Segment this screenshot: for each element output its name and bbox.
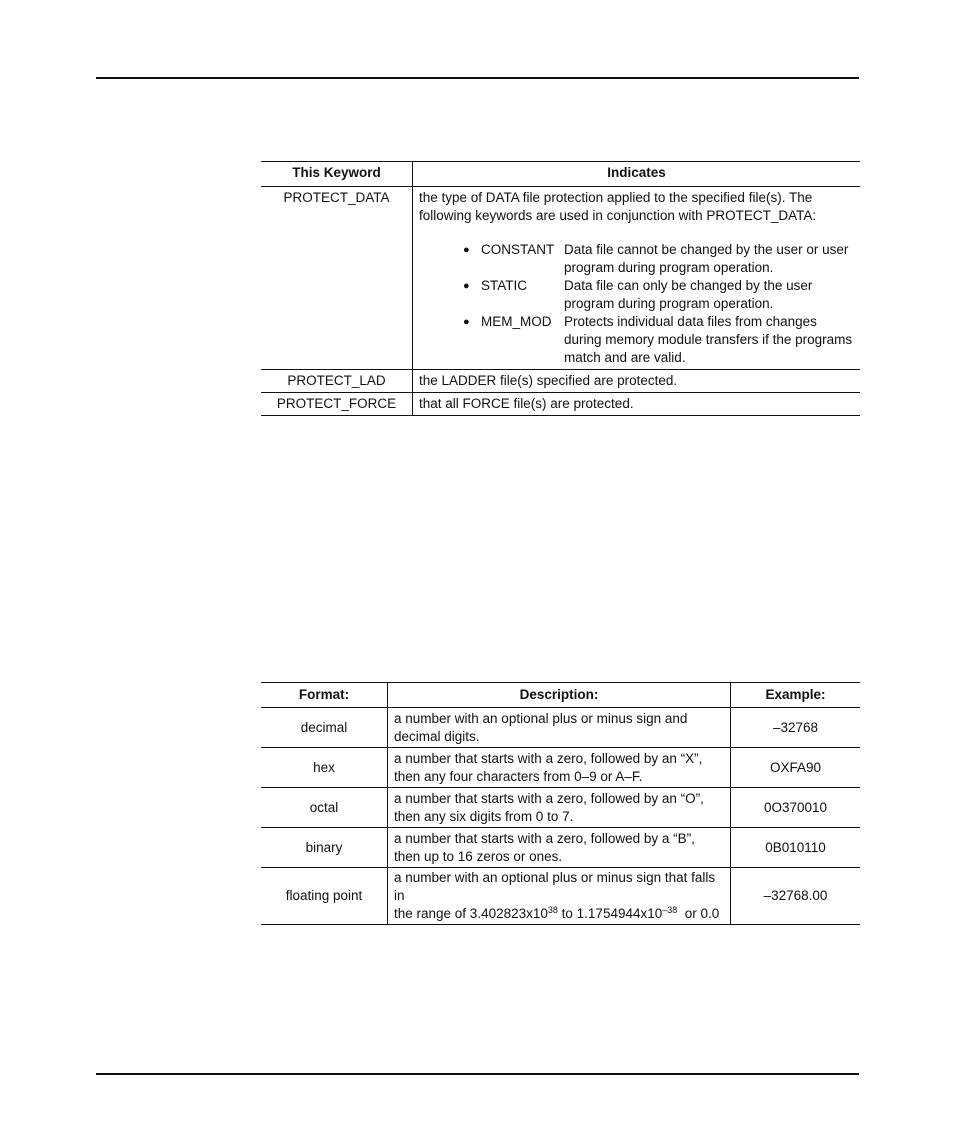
example-cell: 0O370010 [731, 788, 861, 828]
table-row [261, 828, 860, 868]
format-table-header [261, 683, 860, 708]
example-cell: OXFA90 [731, 748, 861, 788]
header-rule [96, 77, 859, 79]
option-description: Data file cannot be changed by the user or user program during program operation. [564, 242, 849, 275]
table-row [261, 788, 860, 828]
bullet-icon: ● [463, 316, 470, 328]
bullet-icon: ● [463, 280, 470, 292]
table-row [261, 748, 860, 788]
list-item [463, 277, 854, 313]
format-cell: hex [261, 748, 388, 788]
example-cell: –32768 [731, 708, 861, 748]
format-cell: decimal [261, 708, 388, 748]
keyword-table-header [261, 162, 860, 187]
indicates-cell: the LADDER file(s) specified are protected. [413, 370, 861, 393]
description-cell: a number that starts with a zero, followed by an “X”, then any four characters from 0–9 or A–F. [388, 748, 731, 788]
keyword-table [261, 161, 860, 416]
list-item [463, 241, 854, 277]
table-row [261, 370, 860, 393]
description-text: or 0.0 [677, 906, 720, 921]
option-name: CONSTANT [481, 242, 555, 257]
table-row [261, 708, 860, 748]
bullet-icon: ● [463, 244, 470, 256]
table-row [261, 187, 860, 370]
format-table [261, 682, 860, 925]
column-header: This Keyword [261, 162, 413, 187]
description-cell: a number with an optional plus or minus sign and decimal digits. [388, 708, 731, 748]
format-cell: octal [261, 788, 388, 828]
exponent: –38 [662, 905, 678, 915]
description-cell [388, 868, 731, 925]
option-description: Data file can only be changed by the user program during program operation. [564, 278, 813, 311]
column-header: Example: [731, 683, 861, 708]
keyword-cell: PROTECT_FORCE [261, 393, 413, 416]
exponent: 38 [547, 905, 558, 915]
format-cell: binary [261, 828, 388, 868]
indicates-cell [413, 187, 861, 370]
description-cell: a number that starts with a zero, followed by a “B”, then up to 16 zeros or ones. [388, 828, 731, 868]
example-cell: –32768.00 [731, 868, 861, 925]
option-description: Protects individual data files from changes during memory module transfers if the programs match and are valid. [564, 314, 853, 365]
description-cell: a number that starts with a zero, followed by an “O”, then any six digits from 0 to 7. [388, 788, 731, 828]
description-text: to 1.1754944x10 [557, 906, 663, 921]
table-row [261, 868, 860, 925]
option-name: MEM_MOD [481, 314, 552, 329]
table-row [261, 393, 860, 416]
description-text: the range of 3.402823x10 [394, 906, 548, 921]
footer-rule [96, 1073, 859, 1075]
column-header: Indicates [413, 162, 861, 187]
column-header: Description: [388, 683, 731, 708]
description-line: a number with an optional plus or minus sign that falls in [394, 870, 716, 903]
option-name: STATIC [481, 278, 527, 293]
list-item [463, 313, 854, 367]
indicates-cell: that all FORCE file(s) are protected. [413, 393, 861, 416]
indicates-text: the type of DATA file protection applied to the specified file(s). The following keywords are used in conjunction with PROTECT_DATA: [419, 190, 817, 223]
column-header: Format: [261, 683, 388, 708]
example-cell: 0B010110 [731, 828, 861, 868]
keyword-cell: PROTECT_DATA [261, 187, 413, 370]
keyword-option-list [419, 241, 854, 367]
format-cell: floating point [261, 868, 388, 925]
keyword-cell: PROTECT_LAD [261, 370, 413, 393]
